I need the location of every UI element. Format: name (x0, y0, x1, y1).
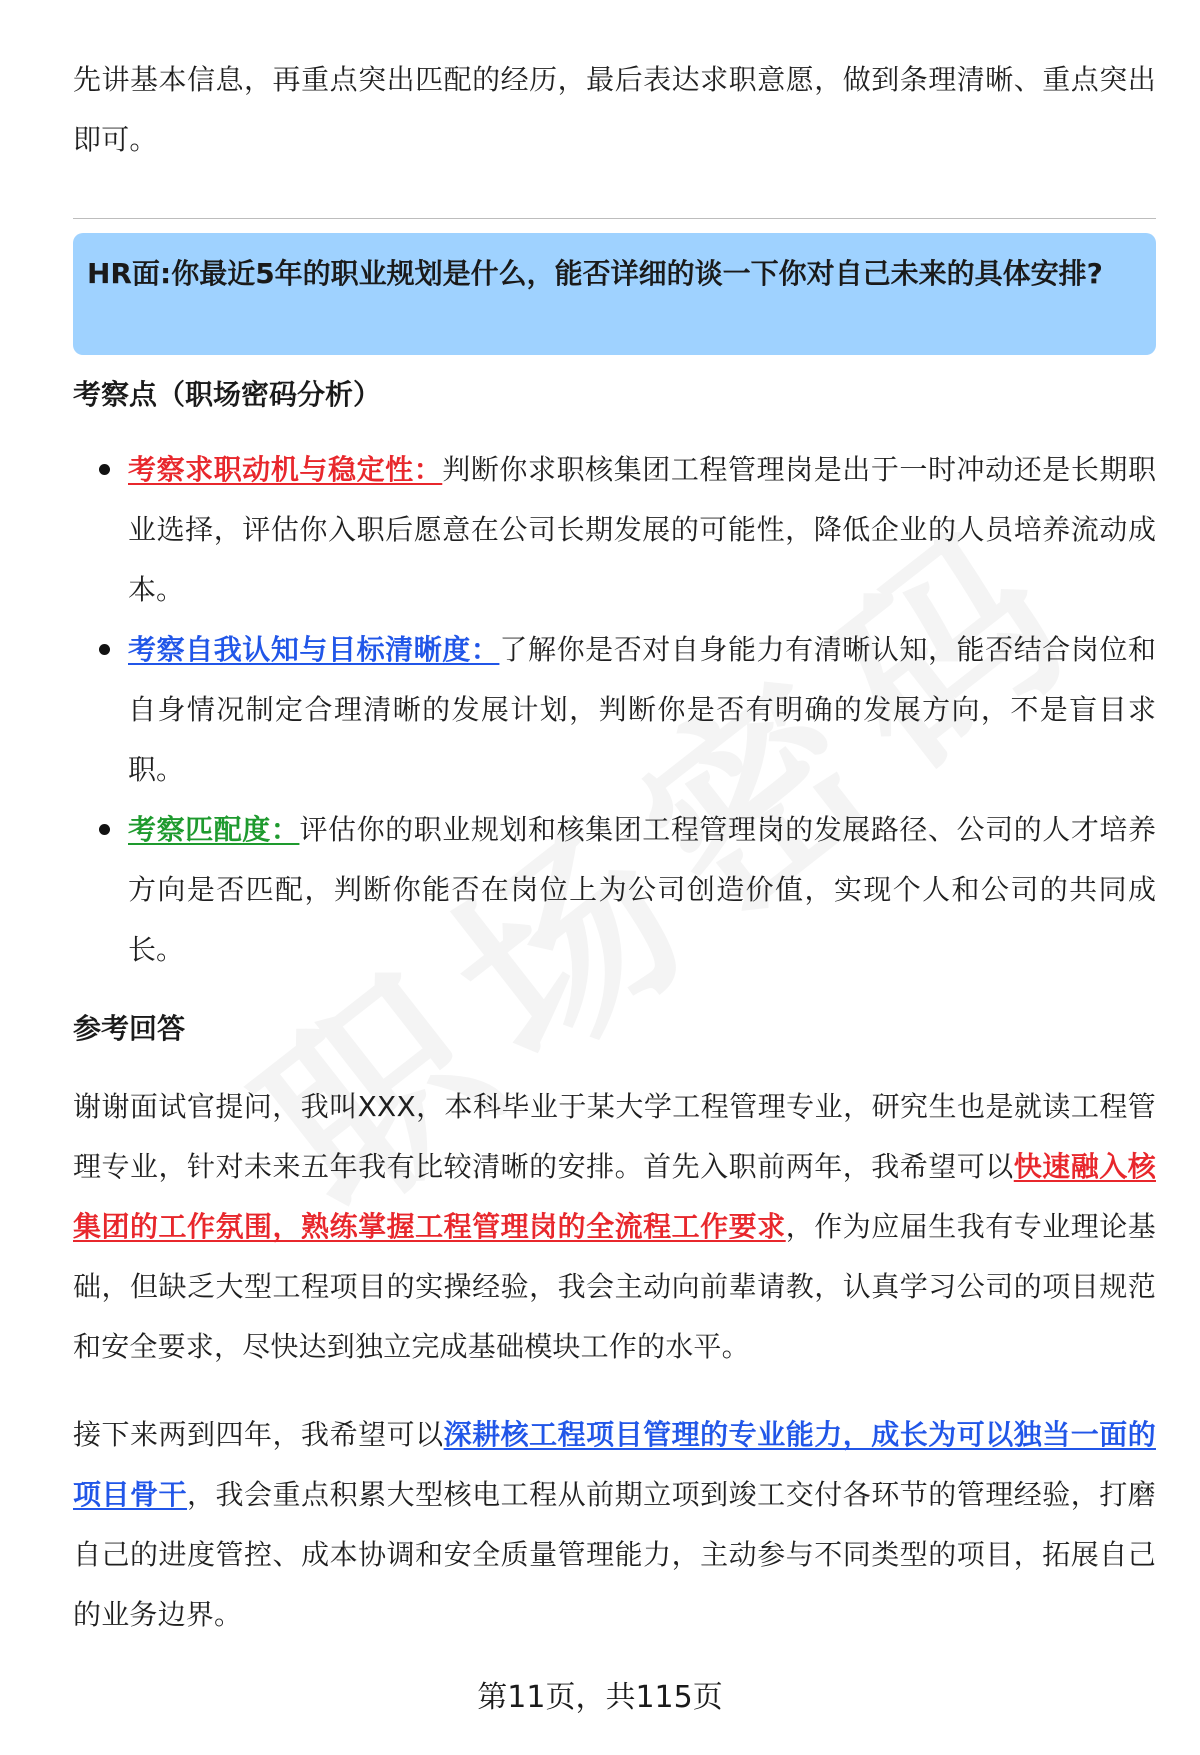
point-keyword: 考察自我认知与目标清晰度： (128, 633, 500, 666)
bullet-icon (99, 644, 110, 655)
point-keyword: 考察求职动机与稳定性： (128, 453, 443, 486)
analysis-points-list (73, 440, 1156, 980)
point-text: 评估你的职业规划和核集团工程管理岗的发展路径、公司的人才培养方向是否匹配，判断你能否在岗位上为公司创造价值，实现个人和公司的共同成长。 (128, 813, 1156, 966)
analysis-heading: 考察点（职场密码分析） (73, 378, 382, 411)
question-box (73, 233, 1156, 355)
answer-text: 谢谢面试官提问，我叫XXX，本科毕业于某大学工程管理专业，研究生也是就读工程管理专业，针对未来五年我有比较清晰的安排。首先入职前两年，我希望可以 (73, 1090, 1156, 1183)
intro-paragraph: 先讲基本信息，再重点突出匹配的经历，最后表达求职意愿，做到条理清晰、重点突出即可。 (73, 63, 1156, 156)
answer-paragraph-1 (73, 1077, 1156, 1377)
answer-heading: 参考回答 (73, 1012, 186, 1045)
answer-highlight: 快速融入核集团的工作氛围，熟练掌握工程管理岗的全流程工作要求 (73, 1150, 1156, 1243)
point-keyword: 考察匹配度： (128, 813, 300, 846)
answer-highlight: 深耕核工程项目管理的专业能力，成长为可以独当一面的项目骨干 (73, 1418, 1156, 1511)
answer-text: 接下来两到四年，我希望可以 (73, 1418, 444, 1451)
analysis-point (73, 800, 1156, 980)
section-divider (73, 218, 1156, 219)
answer-text: ，我会重点积累大型核电工程从前期立项到竣工交付各环节的管理经验，打磨自己的进度管控、成本协调和安全质量管理能力，主动参与不同类型的项目，拓展自己的业务边界。 (73, 1478, 1156, 1631)
bullet-icon (99, 824, 110, 835)
point-text: 判断你求职核集团工程管理岗是出于一时冲动还是长期职业选择，评估你入职后愿意在公司长期发展的可能性，降低企业的人员培养流动成本。 (128, 453, 1156, 606)
analysis-point (73, 620, 1156, 800)
question-text: HR面:你最近5年的职业规划是什么，能否详细的谈一下你对自己未来的具体安排? (87, 257, 1103, 290)
bullet-icon (99, 464, 110, 475)
page-number-footer: 第11页，共115页 (477, 1680, 723, 1715)
analysis-point (73, 440, 1156, 620)
answer-text: ，作为应届生我有专业理论基础，但缺乏大型工程项目的实操经验，我会主动向前辈请教，认真学习公司的项目规范和安全要求，尽快达到独立完成基础模块工作的水平。 (73, 1210, 1156, 1363)
point-text: 了解你是否对自身能力有清晰认知，能否结合岗位和自身情况制定合理清晰的发展计划，判断你是否有明确的发展方向，不是盲目求职。 (128, 633, 1156, 786)
answer-paragraph-2 (73, 1405, 1156, 1645)
